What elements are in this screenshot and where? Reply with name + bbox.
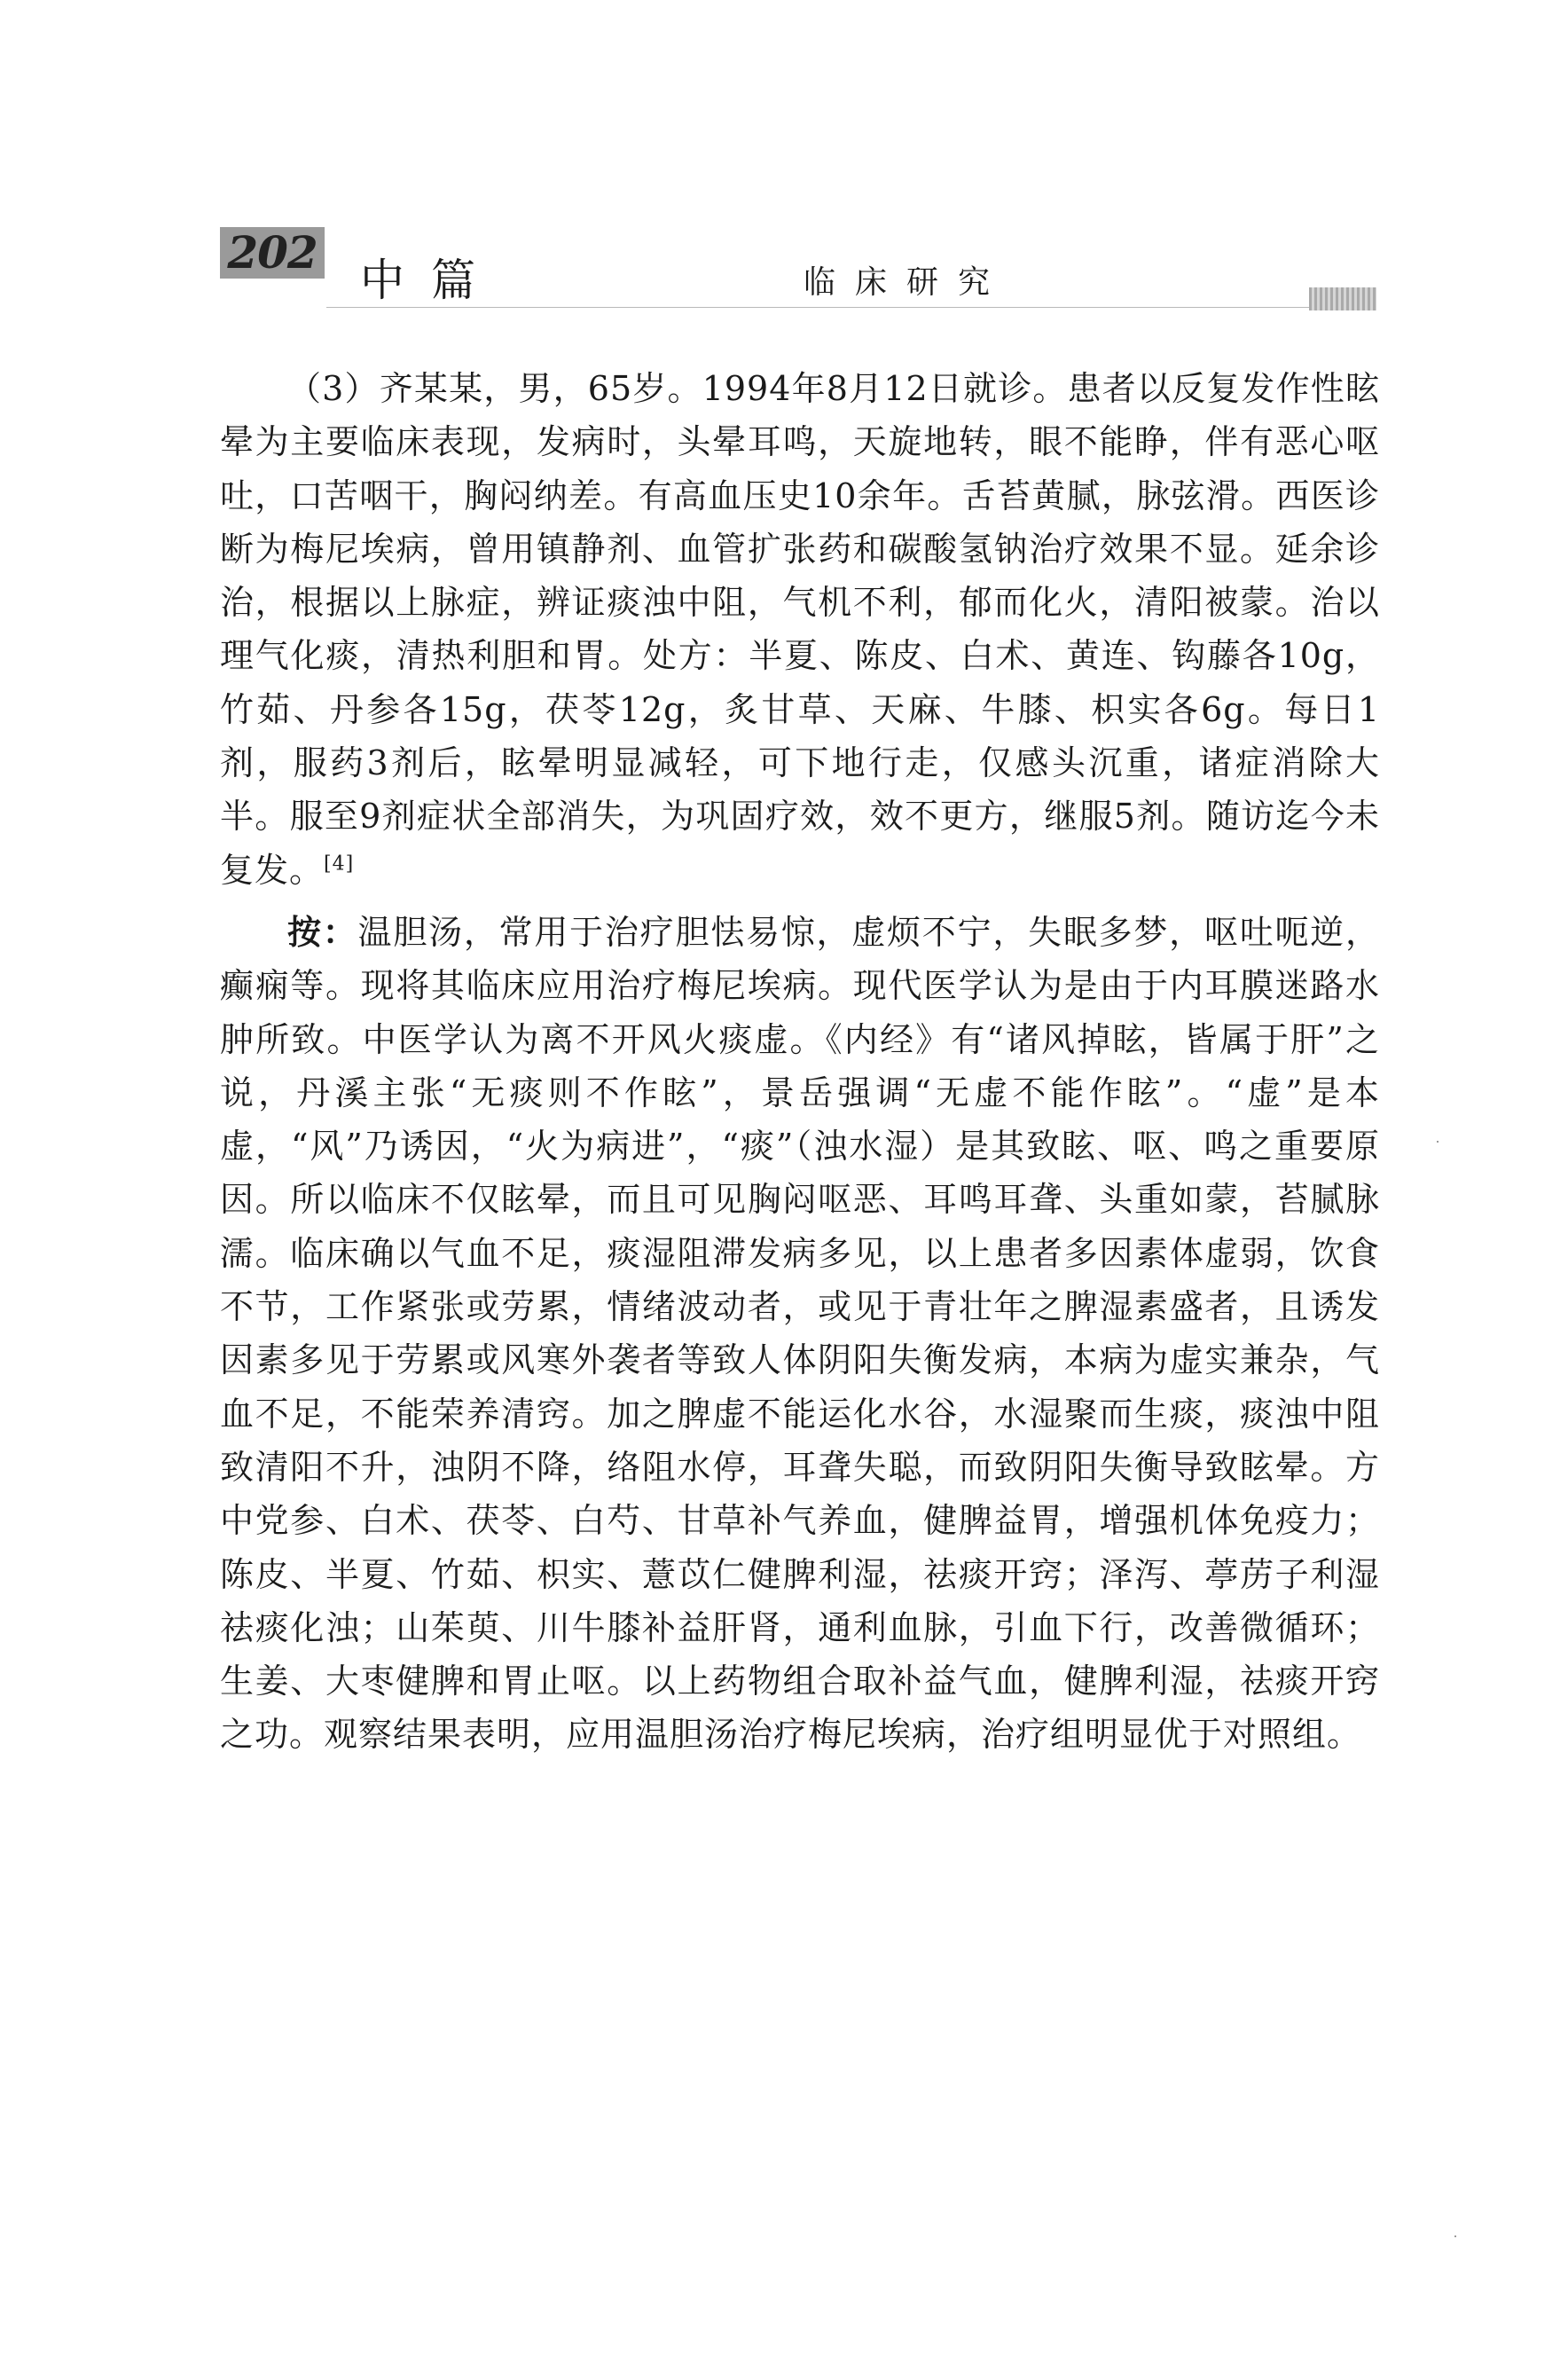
case-report-text: （3）齐某某，男，65岁。1994年8月12日就诊。患者以反复发作性眩晕为主要临床表现，发病时，头晕耳鸣，天旋地转，眼不能睁，伴有恶心呕吐，口苦咽干，胸闷纳差。有高血压史10余年。舌苔黄腻，脉弦滑。西医诊断为梅尼埃病，曾用镇静剂、血管扩张药和碳酸氢钠治疗效果不显。延余诊治，根据以上脉症，辨证痰浊中阻，气机不利，郁而化火，清阳被蒙。治以理气化痰，清热利胆和胃。处方：半夏、陈皮、白术、黄连、钩藤各10g，竹茹、丹参各15g，茯苓12g，炙甘草、天麻、牛膝、枳实各6g。每日1剂，服药3剂后，眩晕明显减轻，可下地行走，仅感头沉重，诸症消除大半。服至9剂症状全部消失，为巩固疗效，效不更方，继服5剂。随访迄今未复发。: [220, 369, 1380, 890]
chapter-title: 临床研究: [804, 264, 1010, 301]
scan-speck: [1437, 1141, 1439, 1143]
header-ornament: [1309, 287, 1376, 310]
citation-marker: [4]: [324, 852, 355, 876]
case-report-paragraph: [220, 362, 1380, 897]
commentary-text: 温胆汤，常用于治疗胆怯易惊，虚烦不宁，失眠多梦，呕吐呃逆，癫痫等。现将其临床应用治疗梅尼埃病。现代医学认为是由于内耳膜迷路水肿所致。中医学认为离不开风火痰虚。《内经》有“诸风掉眩，皆属于肝”之说，丹溪主张“无痰则不作眩”，景岳强调“无虚不能作眩”。“虚”是本虚，“风”乃诱因，“火为病进”，“痰”（浊水湿）是其致眩、呕、鸣之重要原因。所以临床不仅眩晕，而且可见胸闷呕恶、耳鸣耳聋、头重如蒙，苔腻脉濡。临床确以气血不足，痰湿阻滞发病多见，以上患者多因素体虚弱，饮食不节，工作紧张或劳累，情绪波动者，或见于青壮年之脾湿素盛者，且诱发因素多见于劳累或风寒外袭者等致人体阴阳失衡发病，本病为虚实兼杂，气血不足，不能荣养清窍。加之脾虚不能运化水谷，水湿聚而生痰，痰浊中阻致清阳不升，浊阴不降，络阻水停，耳聋失聪，而致阴阳失衡导致眩晕。方中党参、白术、茯苓、白芍、甘草补气养血，健脾益胃，增强机体免疫力；陈皮、半夏、竹茹、枳实、薏苡仁健脾利湿，祛痰开窍；泽泻、葶苈子利湿祛痰化浊；山茱萸、川牛膝补益肝肾，通利血脉，引血下行，改善微循环；生姜、大枣健脾和胃止呕。以上药物组合取补益气血，健脾利湿，祛痰开窍之功。观察结果表明，应用温胆汤治疗梅尼埃病，治疗组明显优于对照组。: [220, 912, 1380, 1755]
section-title: 中篇: [360, 255, 502, 306]
commentary-paragraph: [220, 906, 1380, 1762]
commentary-label: 按：: [287, 911, 358, 952]
page-body: [220, 362, 1380, 1762]
page-number: 202: [220, 227, 325, 279]
page-header: [220, 220, 1391, 318]
header-divider: [326, 307, 1346, 308]
scan-speck: [1454, 2235, 1456, 2237]
